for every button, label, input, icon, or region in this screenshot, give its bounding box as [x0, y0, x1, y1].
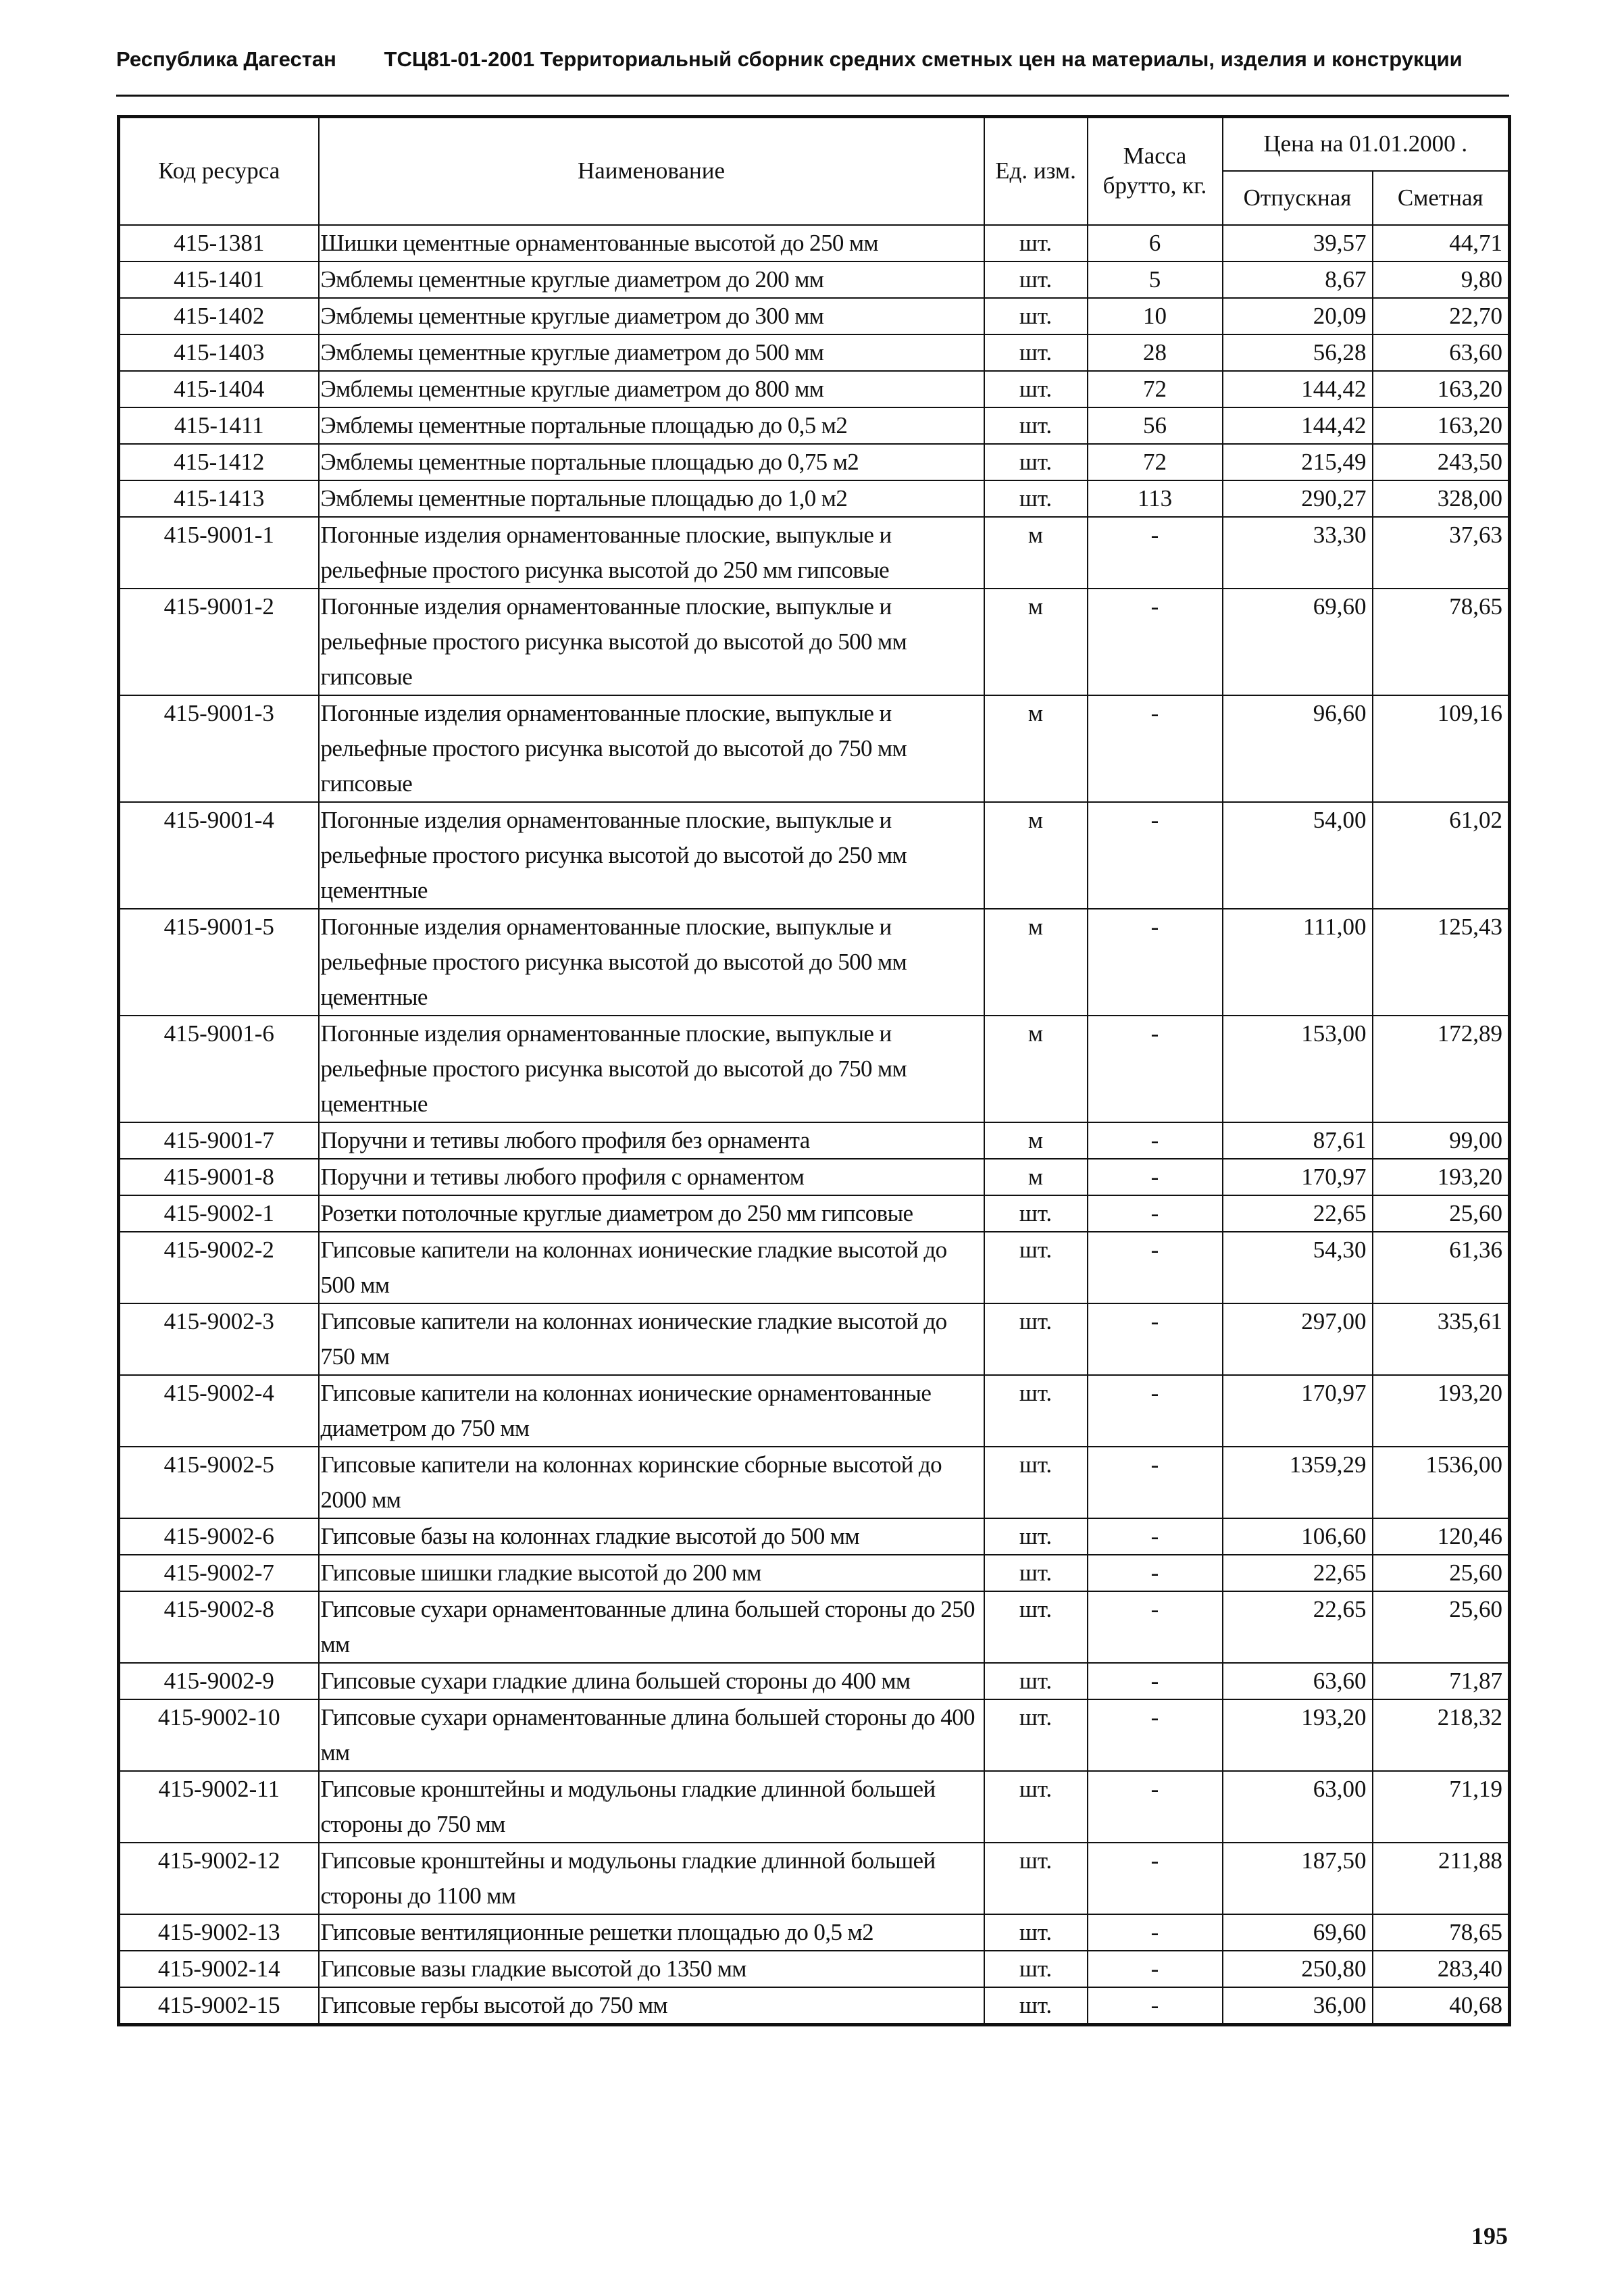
resource-name-cell: Гипсовые капители на колоннах ионические гладкие высотой до 500 мм [319, 1232, 984, 1303]
resource-name-cell: Гипсовые кронштейны и модульоны гладкие длинной большей стороны до 1100 мм [319, 1843, 984, 1914]
release-price-cell: 56,28 [1223, 334, 1373, 371]
release-price-cell: 215,49 [1223, 444, 1373, 480]
column-header-name: Наименование [319, 117, 984, 225]
unit-cell: шт. [984, 1771, 1088, 1843]
mass-cell: - [1088, 909, 1223, 1016]
table-row [119, 695, 1510, 802]
mass-cell: - [1088, 1771, 1223, 1843]
release-price-cell: 69,60 [1223, 589, 1373, 695]
resource-code-cell: 415-9001-7 [119, 1122, 319, 1159]
release-price-cell: 297,00 [1223, 1303, 1373, 1375]
resource-code-cell: 415-9002-10 [119, 1699, 319, 1771]
resource-code-cell: 415-9002-15 [119, 1987, 319, 2025]
table-row [119, 1771, 1510, 1843]
table-row [119, 517, 1510, 589]
mass-cell: - [1088, 802, 1223, 909]
resource-code-cell: 415-9002-14 [119, 1951, 319, 1987]
release-price-cell: 8,67 [1223, 261, 1373, 298]
table-body [119, 225, 1510, 2025]
resource-code-cell: 415-9002-12 [119, 1843, 319, 1914]
unit-cell: м [984, 1159, 1088, 1195]
table-row [119, 1447, 1510, 1518]
estimate-price-cell: 193,20 [1373, 1375, 1510, 1447]
estimate-price-cell: 78,65 [1373, 589, 1510, 695]
table-row [119, 1914, 1510, 1951]
unit-cell: шт. [984, 371, 1088, 407]
unit-cell: шт. [984, 480, 1088, 517]
resource-code-cell: 415-9002-7 [119, 1555, 319, 1591]
resource-code-cell: 415-9002-1 [119, 1195, 319, 1232]
unit-cell: шт. [984, 1232, 1088, 1303]
mass-cell: - [1088, 1122, 1223, 1159]
unit-cell: шт. [984, 1951, 1088, 1987]
unit-cell: шт. [984, 225, 1088, 261]
estimate-price-cell: 1536,00 [1373, 1447, 1510, 1518]
resource-name-cell: Погонные изделия орнаментованные плоские, выпуклые и рельефные простого рисунка высотой до высотой до 250 мм цементные [319, 802, 984, 909]
resource-name-cell: Поручни и тетивы любого профиля с орнаментом [319, 1159, 984, 1195]
unit-cell: шт. [984, 1195, 1088, 1232]
table-row [119, 261, 1510, 298]
estimate-price-cell: 218,32 [1373, 1699, 1510, 1771]
release-price-cell: 54,00 [1223, 802, 1373, 909]
estimate-price-cell: 163,20 [1373, 371, 1510, 407]
table-row [119, 298, 1510, 334]
estimate-price-cell: 109,16 [1373, 695, 1510, 802]
mass-cell: 72 [1088, 444, 1223, 480]
resource-name-cell: Гипсовые сухари орнаментованные длина большей стороны до 400 мм [319, 1699, 984, 1771]
resource-code-cell: 415-9002-9 [119, 1663, 319, 1699]
mass-cell: - [1088, 589, 1223, 695]
table-row [119, 1663, 1510, 1699]
estimate-price-cell: 172,89 [1373, 1016, 1510, 1122]
release-price-cell: 170,97 [1223, 1375, 1373, 1447]
resource-code-cell: 415-9002-11 [119, 1771, 319, 1843]
table-row [119, 1591, 1510, 1663]
table-row [119, 589, 1510, 695]
resource-code-cell: 415-9002-5 [119, 1447, 319, 1518]
resource-name-cell: Эмблемы цементные круглые диаметром до 800 мм [319, 371, 984, 407]
resource-name-cell: Гипсовые базы на колоннах гладкие высотой до 500 мм [319, 1518, 984, 1555]
table-row [119, 1195, 1510, 1232]
resource-name-cell: Эмблемы цементные круглые диаметром до 300 мм [319, 298, 984, 334]
unit-cell: шт. [984, 261, 1088, 298]
estimate-price-cell: 99,00 [1373, 1122, 1510, 1159]
resource-code-cell: 415-1381 [119, 225, 319, 261]
estimate-price-cell: 328,00 [1373, 480, 1510, 517]
table-row [119, 1518, 1510, 1555]
resource-name-cell: Гипсовые сухари орнаментованные длина большей стороны до 250 мм [319, 1591, 984, 1663]
resource-name-cell: Погонные изделия орнаментованные плоские, выпуклые и рельефные простого рисунка высотой до 250 мм гипсовые [319, 517, 984, 589]
release-price-cell: 20,09 [1223, 298, 1373, 334]
resource-name-cell: Шишки цементные орнаментованные высотой до 250 мм [319, 225, 984, 261]
unit-cell: м [984, 1016, 1088, 1122]
estimate-price-cell: 193,20 [1373, 1159, 1510, 1195]
estimate-price-cell: 25,60 [1373, 1591, 1510, 1663]
resource-code-cell: 415-9001-3 [119, 695, 319, 802]
estimate-price-cell: 283,40 [1373, 1951, 1510, 1987]
table-row [119, 407, 1510, 444]
release-price-cell: 54,30 [1223, 1232, 1373, 1303]
mass-cell: - [1088, 1195, 1223, 1232]
table-row [119, 444, 1510, 480]
release-price-cell: 36,00 [1223, 1987, 1373, 2025]
resource-code-cell: 415-1402 [119, 298, 319, 334]
column-header-unit: Ед. изм. [984, 117, 1088, 225]
resource-code-cell: 415-1404 [119, 371, 319, 407]
unit-cell: шт. [984, 1555, 1088, 1591]
resource-code-cell: 415-9002-4 [119, 1375, 319, 1447]
mass-cell: 56 [1088, 407, 1223, 444]
table-row [119, 480, 1510, 517]
estimate-price-cell: 22,70 [1373, 298, 1510, 334]
resource-code-cell: 415-9001-6 [119, 1016, 319, 1122]
resource-name-cell: Погонные изделия орнаментованные плоские, выпуклые и рельефные простого рисунка высотой до высотой до 750 мм цементные [319, 1016, 984, 1122]
resource-name-cell: Гипсовые сухари гладкие длина большей стороны до 400 мм [319, 1663, 984, 1699]
table-row [119, 1122, 1510, 1159]
unit-cell: шт. [984, 407, 1088, 444]
table-row [119, 1699, 1510, 1771]
estimate-price-cell: 37,63 [1373, 517, 1510, 589]
mass-cell: - [1088, 1375, 1223, 1447]
table-row [119, 1843, 1510, 1914]
estimate-price-cell: 71,87 [1373, 1663, 1510, 1699]
resource-name-cell: Погонные изделия орнаментованные плоские, выпуклые и рельефные простого рисунка высотой до высотой до 500 мм гипсовые [319, 589, 984, 695]
unit-cell: шт. [984, 1914, 1088, 1951]
release-price-cell: 69,60 [1223, 1914, 1373, 1951]
unit-cell: шт. [984, 1447, 1088, 1518]
unit-cell: шт. [984, 1843, 1088, 1914]
release-price-cell: 1359,29 [1223, 1447, 1373, 1518]
estimate-price-cell: 78,65 [1373, 1914, 1510, 1951]
release-price-cell: 22,65 [1223, 1591, 1373, 1663]
resource-code-cell: 415-9001-2 [119, 589, 319, 695]
mass-cell: - [1088, 1016, 1223, 1122]
table-row [119, 225, 1510, 261]
estimate-price-cell: 25,60 [1373, 1195, 1510, 1232]
mass-cell: - [1088, 1663, 1223, 1699]
header-rule [116, 95, 1509, 97]
resource-name-cell: Гипсовые шишки гладкие высотой до 200 мм [319, 1555, 984, 1591]
estimate-price-cell: 71,19 [1373, 1771, 1510, 1843]
estimate-price-cell: 163,20 [1373, 407, 1510, 444]
mass-cell: 6 [1088, 225, 1223, 261]
unit-cell: шт. [984, 298, 1088, 334]
unit-cell: м [984, 802, 1088, 909]
table-row [119, 1555, 1510, 1591]
estimate-price-cell: 125,43 [1373, 909, 1510, 1016]
resource-code-cell: 415-9002-2 [119, 1232, 319, 1303]
unit-cell: шт. [984, 1518, 1088, 1555]
estimate-price-cell: 243,50 [1373, 444, 1510, 480]
column-header-release-price: Отпускная [1223, 171, 1373, 225]
resource-name-cell: Гипсовые вентиляционные решетки площадью до 0,5 м2 [319, 1914, 984, 1951]
resource-name-cell: Эмблемы цементные портальные площадью до 1,0 м2 [319, 480, 984, 517]
resource-name-cell: Гипсовые капители на колоннах ионические гладкие высотой до 750 мм [319, 1303, 984, 1375]
mass-cell: 113 [1088, 480, 1223, 517]
table-row [119, 1232, 1510, 1303]
mass-cell: 5 [1088, 261, 1223, 298]
resource-name-cell: Гипсовые кронштейны и модульоны гладкие длинной большей стороны до 750 мм [319, 1771, 984, 1843]
resource-code-cell: 415-1413 [119, 480, 319, 517]
estimate-price-cell: 61,36 [1373, 1232, 1510, 1303]
page-number: 195 [1471, 2222, 1508, 2249]
unit-cell: шт. [984, 1375, 1088, 1447]
table-row [119, 1159, 1510, 1195]
release-price-cell: 187,50 [1223, 1843, 1373, 1914]
collection-title: ТСЦ81-01-2001 Территориальный сборник средних сметных цен на материалы, изделия и конструкции [384, 47, 1463, 71]
resource-name-cell: Эмблемы цементные круглые диаметром до 200 мм [319, 261, 984, 298]
mass-cell: - [1088, 1699, 1223, 1771]
release-price-cell: 153,00 [1223, 1016, 1373, 1122]
page-header [116, 47, 1509, 72]
resource-name-cell: Эмблемы цементные портальные площадью до 0,75 м2 [319, 444, 984, 480]
estimate-price-cell: 25,60 [1373, 1555, 1510, 1591]
resource-name-cell: Гипсовые вазы гладкие высотой до 1350 мм [319, 1951, 984, 1987]
unit-cell: шт. [984, 1303, 1088, 1375]
mass-cell: - [1088, 517, 1223, 589]
resource-code-cell: 415-1411 [119, 407, 319, 444]
release-price-cell: 250,80 [1223, 1951, 1373, 1987]
mass-cell: - [1088, 1232, 1223, 1303]
unit-cell: шт. [984, 1699, 1088, 1771]
estimate-price-cell: 9,80 [1373, 261, 1510, 298]
unit-cell: м [984, 1122, 1088, 1159]
table-row [119, 1016, 1510, 1122]
column-header-estimate-price: Сметная [1373, 171, 1510, 225]
mass-cell: - [1088, 1843, 1223, 1914]
release-price-cell: 106,60 [1223, 1518, 1373, 1555]
release-price-cell: 144,42 [1223, 407, 1373, 444]
mass-cell: - [1088, 1303, 1223, 1375]
estimate-price-cell: 120,46 [1373, 1518, 1510, 1555]
price-table [117, 115, 1511, 2026]
resource-name-cell: Поручни и тетивы любого профиля без орнамента [319, 1122, 984, 1159]
region-title: Республика Дагестан [116, 47, 336, 71]
unit-cell: шт. [984, 1663, 1088, 1699]
table-row [119, 1375, 1510, 1447]
estimate-price-cell: 44,71 [1373, 225, 1510, 261]
release-price-cell: 96,60 [1223, 695, 1373, 802]
release-price-cell: 290,27 [1223, 480, 1373, 517]
resource-name-cell: Гипсовые капители на колоннах коринские сборные высотой до 2000 мм [319, 1447, 984, 1518]
release-price-cell: 22,65 [1223, 1555, 1373, 1591]
mass-cell: - [1088, 1591, 1223, 1663]
resource-code-cell: 415-1412 [119, 444, 319, 480]
unit-cell: шт. [984, 444, 1088, 480]
table-row [119, 1987, 1510, 2025]
resource-code-cell: 415-9002-8 [119, 1591, 319, 1663]
mass-cell: - [1088, 1555, 1223, 1591]
resource-name-cell: Гипсовые гербы высотой до 750 мм [319, 1987, 984, 2025]
estimate-price-cell: 40,68 [1373, 1987, 1510, 2025]
table-row [119, 334, 1510, 371]
resource-name-cell: Гипсовые капители на колоннах ионические орнаментованные диаметром до 750 мм [319, 1375, 984, 1447]
resource-name-cell: Погонные изделия орнаментованные плоские, выпуклые и рельефные простого рисунка высотой до высотой до 750 мм гипсовые [319, 695, 984, 802]
resource-code-cell: 415-9002-6 [119, 1518, 319, 1555]
resource-code-cell: 415-1401 [119, 261, 319, 298]
estimate-price-cell: 335,61 [1373, 1303, 1510, 1375]
mass-cell: 72 [1088, 371, 1223, 407]
release-price-cell: 63,00 [1223, 1771, 1373, 1843]
table-row [119, 1303, 1510, 1375]
unit-cell: м [984, 695, 1088, 802]
unit-cell: шт. [984, 1987, 1088, 2025]
table-header [119, 117, 1510, 225]
resource-name-cell: Розетки потолочные круглые диаметром до 250 мм гипсовые [319, 1195, 984, 1232]
release-price-cell: 170,97 [1223, 1159, 1373, 1195]
release-price-cell: 63,60 [1223, 1663, 1373, 1699]
resource-code-cell: 415-9002-13 [119, 1914, 319, 1951]
resource-code-cell: 415-9001-4 [119, 802, 319, 909]
release-price-cell: 193,20 [1223, 1699, 1373, 1771]
unit-cell: шт. [984, 334, 1088, 371]
table-row [119, 371, 1510, 407]
mass-cell: - [1088, 695, 1223, 802]
column-header-price-group: Цена на 01.01.2000 . [1223, 117, 1510, 171]
release-price-cell: 144,42 [1223, 371, 1373, 407]
resource-code-cell: 415-9001-8 [119, 1159, 319, 1195]
resource-code-cell: 415-9001-5 [119, 909, 319, 1016]
resource-code-cell: 415-9002-3 [119, 1303, 319, 1375]
mass-cell: - [1088, 1987, 1223, 2025]
resource-name-cell: Эмблемы цементные портальные площадью до 0,5 м2 [319, 407, 984, 444]
estimate-price-cell: 211,88 [1373, 1843, 1510, 1914]
unit-cell: м [984, 517, 1088, 589]
mass-cell: 10 [1088, 298, 1223, 334]
column-header-code: Код ресурса [119, 117, 319, 225]
table-row [119, 1951, 1510, 1987]
unit-cell: м [984, 589, 1088, 695]
resource-code-cell: 415-9001-1 [119, 517, 319, 589]
resource-code-cell: 415-1403 [119, 334, 319, 371]
table-row [119, 802, 1510, 909]
unit-cell: м [984, 909, 1088, 1016]
release-price-cell: 22,65 [1223, 1195, 1373, 1232]
unit-cell: шт. [984, 1591, 1088, 1663]
mass-cell: - [1088, 1447, 1223, 1518]
release-price-cell: 33,30 [1223, 517, 1373, 589]
release-price-cell: 87,61 [1223, 1122, 1373, 1159]
resource-name-cell: Эмблемы цементные круглые диаметром до 500 мм [319, 334, 984, 371]
table-row [119, 909, 1510, 1016]
estimate-price-cell: 63,60 [1373, 334, 1510, 371]
resource-name-cell: Погонные изделия орнаментованные плоские, выпуклые и рельефные простого рисунка высотой до высотой до 500 мм цементные [319, 909, 984, 1016]
mass-cell: - [1088, 1914, 1223, 1951]
mass-cell: - [1088, 1159, 1223, 1195]
release-price-cell: 39,57 [1223, 225, 1373, 261]
mass-cell: - [1088, 1951, 1223, 1987]
estimate-price-cell: 61,02 [1373, 802, 1510, 909]
column-header-mass: Масса брутто, кг. [1088, 117, 1223, 225]
release-price-cell: 111,00 [1223, 909, 1373, 1016]
mass-cell: 28 [1088, 334, 1223, 371]
mass-cell: - [1088, 1518, 1223, 1555]
